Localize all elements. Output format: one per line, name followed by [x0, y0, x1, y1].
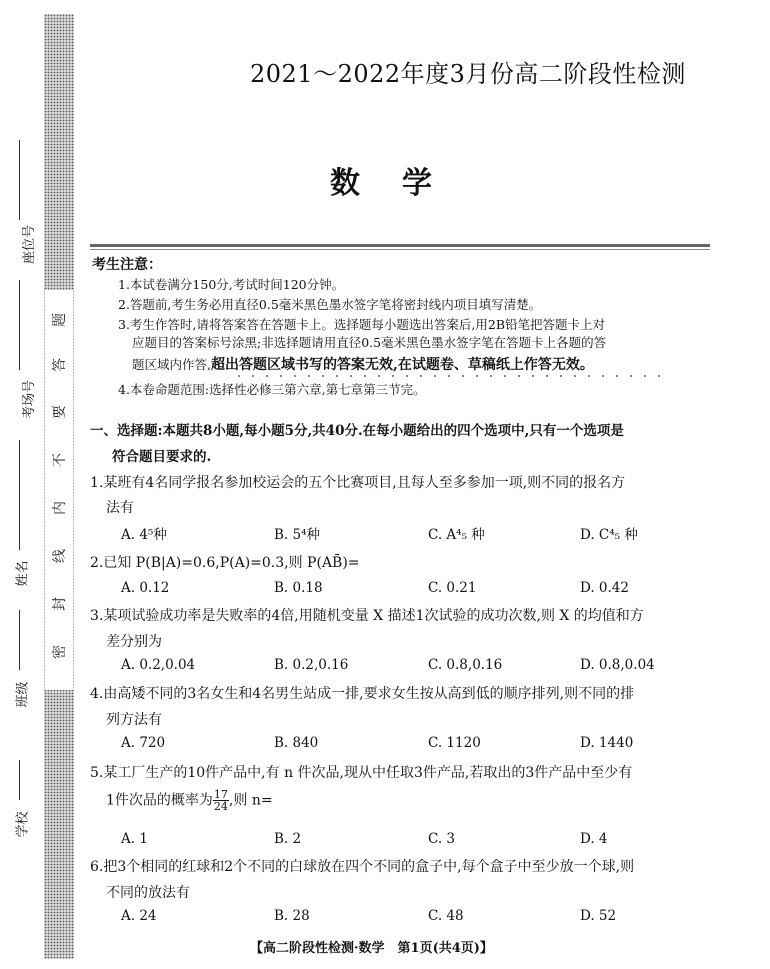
name-field[interactable]: 姓名: [0, 440, 40, 600]
seal-char: 封: [52, 597, 68, 611]
question-text: 列方法有: [106, 712, 162, 728]
notice-item: 1.本试卷满分150分,考试时间120分钟。: [118, 277, 345, 292]
option-c: C. 48: [428, 908, 464, 924]
option-d: D. 1440: [580, 735, 634, 751]
option-c: C. A⁴₅ 种: [428, 527, 485, 543]
option-b: B. 5⁴种: [274, 527, 321, 543]
question-text: 差分别为: [106, 634, 162, 650]
option-a: A. 0.12: [121, 580, 170, 596]
option-b: B. 0.18: [274, 580, 323, 596]
probability-fraction: $\frac{17}{24}$: [213, 788, 228, 813]
option-a: A. 24: [121, 908, 157, 924]
option-c: C. 0.8,0.16: [428, 657, 503, 673]
exam-room-field[interactable]: 考场号: [0, 280, 40, 430]
option-b: B. 0.2,0.16: [274, 657, 349, 673]
option-c: C. 0.21: [428, 580, 477, 596]
page-footer: 【高二阶段性检测·数学 第1页(共4页)】: [250, 941, 493, 956]
option-a: A. 0.2,0.04: [121, 657, 196, 673]
question-text: 1.某班有4名同学报名参加校运会的五个比赛项目,且每人至多参加一项,则不同的报名方: [90, 475, 626, 491]
notice-heading: 考生注意：: [92, 257, 162, 273]
seal-char: 要: [52, 405, 68, 419]
option-a: A. 1: [121, 831, 148, 847]
option-c: C. 3: [428, 831, 456, 847]
seal-char: 密: [52, 645, 68, 659]
seal-char: 线: [52, 549, 68, 563]
option-b: B. 840: [274, 735, 319, 751]
option-d: D. 4: [580, 831, 608, 847]
option-b: B. 28: [274, 908, 310, 924]
question-text: 1件次品的概率为 $\frac{17}{24}$,则 n=: [106, 788, 273, 813]
notice-item: 4.本卷命题范围:选择性必修三第六章,第七章第三节完。: [118, 382, 426, 397]
option-d: D. 0.42: [580, 580, 629, 596]
notice-item: 2.答题前,考生务必用直径0.5毫米黑色墨水签字笔将密封线内项目填写清楚。: [118, 297, 542, 312]
question-text: 6.把3个相同的红球和2个不同的白球放在四个不同的盒子中,每个盒子中至少放一个球,则: [90, 859, 635, 875]
question-text: 5.某工厂生产的10件产品中,有 n 件次品,现从中任取3件产品,若取出的3件产品中至少有: [90, 765, 633, 781]
question-text: 4.由高矮不同的3名女生和4名男生站成一排,要求女生按从高到低的顺序排列,则不同的排: [90, 686, 635, 702]
divider: [90, 244, 710, 247]
option-d: D. C⁴₅ 种: [580, 527, 638, 543]
divider: [90, 249, 710, 250]
seal-char: 内: [52, 501, 68, 515]
seat-number-field[interactable]: 座位号: [0, 140, 40, 270]
option-d: D. 0.8,0.04: [580, 657, 655, 673]
section-heading: 符合题目要求的.: [112, 449, 212, 465]
emphasis-dots: [232, 374, 670, 378]
class-field[interactable]: 班级: [0, 610, 40, 750]
option-a: A. 720: [121, 735, 166, 751]
option-d: D. 52: [580, 908, 617, 924]
option-c: C. 1120: [428, 735, 481, 751]
seal-char: 题: [52, 313, 68, 327]
subject-title: 数学: [330, 166, 474, 201]
notice-item: 应题目的答案标号涂黑;非选择题请用直径0.5毫米黑色墨水签字笔在答题卡上各题的答: [132, 335, 607, 350]
seal-line-box: [45, 290, 73, 690]
school-field[interactable]: 学校: [0, 760, 40, 930]
question-text: 法有: [106, 500, 134, 516]
question-text: 2.已知 P(B|A)=0.6,P(A)=0.3,则 P(AB̄)=: [90, 555, 360, 571]
page-title: 2021～2022年度3月份高二阶段性检测: [250, 60, 686, 88]
question-text: 不同的放法有: [106, 885, 190, 901]
notice-item: 题区域内作答,超出答题区域书写的答案无效,在试题卷、草稿纸上作答无效。: [132, 357, 594, 373]
question-text: 3.某项试验成功率是失败率的4倍,用随机变量 X 描述1次试验的成功次数,则 X 的均值和方: [90, 608, 644, 624]
option-a: A. 4⁵种: [121, 527, 167, 543]
section-heading: 一、选择题:本题共8小题,每小题5分,共40分.在每小题给出的四个选项中,只有一个选项是: [90, 423, 624, 439]
seal-char: 不: [52, 453, 68, 467]
seal-char: 答: [52, 358, 68, 372]
notice-emphasis: 超出答题区域书写的答案无效,在试题卷、草稿纸上作答无效。: [210, 357, 594, 373]
notice-item: 3.考生作答时,请将答案答在答题卡上。选择题每小题选出答案后,用2B铅笔把答题卡上对: [118, 317, 606, 332]
option-b: B. 2: [274, 831, 302, 847]
